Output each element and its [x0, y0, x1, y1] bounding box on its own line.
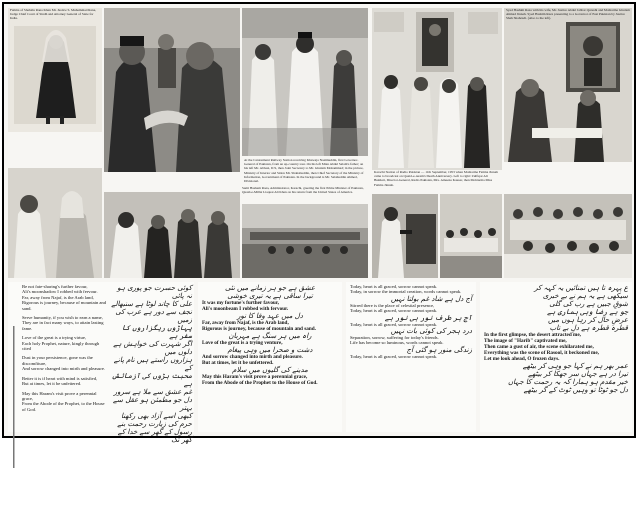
poem4-urdu-line: عرضِ حال کر رہا ہوں میں	[547, 316, 628, 324]
portrait-frame-image	[504, 8, 632, 162]
poem1-urdu-line: دل جو مطمئن ہو عقل سے بہتر	[113, 396, 192, 412]
poem1-urdu-line: ہزاروں راستے ہیں نام پانے کے	[113, 356, 192, 372]
poem3-line: Today, heart is all graced, sorrow cannot speak.	[350, 353, 438, 359]
caption-railway-reception: At the Cantonment Railway Station receiving Khawaja Nazimuddin, first Governor-General of Pakistan, from an up-country tour. On his left Mian Abdul Salam's father; on his left Mr. Abbasi, ICS, then Joint Secretary to Mr. Ghulam Mohammad; in the picture, Ministry of Interior and Sidon Mr. Shahabuddin, then Chief Secretary of the Ministry of Information, Government of Pakistan. In the background is Mr. Salahuddin Ahmed, Divisional.	[244, 158, 364, 184]
poem1-urdu-line: حرم کی زیارت رحمت بنے	[117, 420, 192, 428]
poem2-urdu-line: دل میں عہد وفا کا نور	[237, 312, 303, 320]
seated-audience-image	[440, 194, 502, 278]
poem1-urdu-line: علی کا چاند لوٹا ہے سنبھالے	[111, 300, 192, 308]
poem3-urdu-line: درد ہجر کی کوئی بات نہیں	[390, 327, 472, 336]
poem2-urdu-line: عشق ہے جو ہر زمانے میں نئی	[224, 284, 316, 292]
poem4-urdu-line: تیرا در ہے جہاں سر جھکا کر بیٹھے	[528, 370, 628, 378]
poem4-urdu-line: خیر مقدم ہو ہمارا کہ یہ رحمت کا جہاں	[507, 378, 628, 386]
seated-couple-image	[8, 168, 102, 278]
poem-block-1	[8, 282, 194, 444]
poem2-line: From the Abode of the Prophet to the House of God.	[202, 380, 318, 386]
poem3-line: Today, in sorrow the immortal creation, words cannot speak.	[350, 289, 462, 295]
poem1-urdu-line: نجف سے دور ہے عرب کی زمیں	[115, 308, 192, 324]
poem1-line: Love of the great is a trying virtue,	[22, 335, 87, 341]
handshake-event-image	[104, 192, 240, 278]
photo-handshake-event	[104, 192, 240, 278]
collage-frame	[2, 2, 636, 444]
poem-block-2	[198, 282, 342, 432]
poem4-urdu-line: ع پہرہ تا ہیں تمنائیں یہ کہہ کر	[534, 284, 628, 292]
poem2-line: Love of the great is a trying venture,	[202, 340, 283, 346]
poem4-line: Let me look ahead, O frozen days.	[484, 356, 560, 362]
poem4-urdu-line: شوقِ جبیں ہے رب کی گلی	[549, 300, 628, 308]
poem2-line: Ali's moonbeam I robbed with fervour.	[202, 306, 289, 312]
poem-block-4	[480, 282, 632, 432]
poem4-urdu-line: قطرہ قطرہ ہے دلِ بے تاب	[549, 324, 628, 332]
poem3-line: Life has become so luminous, words cannot speak.	[350, 340, 444, 346]
poem4-urdu-line: سیکھی ہے یہ ہم نے بے خبری	[542, 292, 628, 300]
poem2-line: It was my fortune's further favour,	[202, 300, 279, 306]
poem3-urdu-line: آج ہر طرف نور ہی نور ہے	[384, 313, 472, 322]
poem3-urdu-line: زندگی منور ہو گئی آج	[406, 345, 472, 354]
poem4-line: In the first glimpse, the desert attracted me,	[484, 332, 581, 338]
poem1-line: From the Abode of the Prophet, to the House of God.	[22, 401, 105, 412]
poem1-line: Far, away from Najaf, is the Arab land,	[22, 294, 94, 300]
poem1-urdu-line: کبھی اسے آزاد بھی رکھنا	[121, 412, 192, 420]
caption-east-pakistan: Syed Hashim Raza with his wife, Mr. Justice Abdul Jabbar Qureshi and Mohtarma Ghulam Ahmad Jinnah. Syed Hashim Raza presenting to a Governor of East Pakistan by Justice Shah Shahzadi. (Also to the left).	[506, 8, 630, 21]
poem1-urdu-line: رسول کے گھر سے خدا کے گھر تک	[117, 428, 192, 444]
caption-woman-portrait: Fatima of Shahida Rana Khan Mr. Justice S. Muhammad Rana, Judge Chief Court of Sindh and Attorney General of State for India.	[10, 8, 97, 21]
poem2-line: Far, away from Najaf, is the Arab land,	[202, 320, 289, 326]
photo-railway-reception	[242, 8, 368, 156]
photo-seated-audience	[440, 194, 502, 278]
poem3-line: Today, heart is all graced, sorrow cannot speak.	[350, 284, 438, 289]
poem1-urdu-line: غم عشق سے ملا ہے سرور	[113, 388, 192, 396]
poem1-line: Dust in your persistence, gone was the discomfiture,	[22, 355, 93, 366]
poem3-urdu-line: آج دل ہے شاد غم بولتا نہیں	[390, 294, 472, 303]
poem1-line: Serve humanity, if you wish to earn a name,	[22, 315, 103, 321]
poem3-line: Today, heart is all graced, sorrow cannot speak.	[350, 308, 438, 314]
poem3-line: Separation, sorrow, suffering for today's friends.	[350, 335, 439, 341]
photo-podium-speech	[372, 194, 438, 278]
poem4-line: Then came a gust of air, the scene exhilarated me,	[484, 344, 594, 350]
poem2-line: And sorrow changed into mirth and pleasure.	[202, 354, 303, 360]
poem1-line: Better it is if heart with mind is satisfied,	[22, 375, 98, 381]
poem1-line: And sorrow changed into mirth and pleasure.	[22, 366, 106, 372]
crowd-gathering-image	[504, 194, 632, 278]
poem1-line: Ali's moonshadow I robbed with fervour.	[22, 289, 98, 295]
poem4-line: Everything was the scene of Rasool, it beckoned me,	[484, 350, 599, 356]
radio-pakistan-group-image	[372, 8, 502, 170]
poem1-urdu-line: اگر شہرت کی خواہش ہے دلوں میں	[113, 340, 192, 356]
poem2-line: May this Haram's visit prove a perennial grace,	[202, 374, 308, 380]
poem3-line: Today, heart is all graced, sorrow cannot speak.	[350, 321, 438, 327]
poem4-urdu-line: جو ہے رضا وہی ہماری ہے	[547, 308, 628, 316]
poem-block-3	[346, 282, 476, 432]
photo-radio-pakistan-group	[372, 8, 502, 170]
poem2-line: But at times, let it be unfettered.	[202, 360, 274, 366]
poem1-urdu-line: پہاڑوں ریگزاروں کا سفر ہے	[121, 324, 192, 340]
poem2-urdu-line: مدینے کی گلیوں میں سلام	[232, 366, 308, 374]
poem1-line: Rigorous is journey, because of mountain and sand.	[22, 300, 107, 311]
photo-greeting-dignitaries	[104, 8, 240, 172]
poem1-line: But at times, let it be unfettered.	[22, 381, 82, 387]
poem2-urdu-line: راہ میں ہر سنگ ہے مہربان	[228, 332, 312, 340]
photo-portrait-frame	[504, 8, 632, 162]
caption-radio-pakistan: Karachi Station of Radio Pakistan — 11th September, 1953 when Mohtarma Fatima Jinnah came to broadcast on Quaid-e-Azam's Death Anniversary. Left to right: Zulfiqar Ali Bukhari, Director-General, Radio Pakistan, Mrs. Ameena Kausar, then Mohtarma Miss Fatima Jinnah.	[374, 170, 498, 187]
poem2-urdu-line: دشت و صحرا میں وہی پیغام	[227, 346, 313, 354]
photo-woman-portrait	[8, 8, 102, 132]
photo-crowd-gathering	[504, 194, 632, 278]
side-ornament	[10, 282, 18, 512]
poem1-urdu-line: کوئی حسرت جو پوری ہو نہ پائی	[117, 284, 192, 300]
poem2-urdu-line: تیرا ساقی ہے یہ تیری خوشی	[227, 292, 313, 300]
poem4-urdu-line: دل جو ٹوٹا تو وہیں ٹوٹ کے گر بیٹھے	[523, 386, 628, 394]
railway-reception-image	[242, 8, 368, 156]
podium-speech-image	[372, 194, 438, 278]
poem1-line: May this Haram's visit prove a perennial grace,	[22, 390, 97, 401]
assembly-hall-image	[242, 204, 368, 278]
poem1-line: They are in fact many ways, to attain lasting fame.	[22, 320, 104, 331]
photo-assembly-hall	[242, 204, 368, 278]
greeting-dignitaries-image	[104, 8, 240, 172]
poem1-urdu-line: محبت بڑوں کی آزمائش ہے	[111, 372, 192, 388]
poem3-line: Stirred there is the place of celestial presence,	[350, 302, 435, 308]
poem1-line: Be not fate-sharing's further favour,	[22, 284, 88, 289]
poem1-line: Each holy Prophet, nature, kingly through cited	[22, 340, 100, 352]
poem2-line: Rigorous is journey, because of mountain and sand.	[202, 326, 316, 332]
photo-seated-couple	[8, 168, 102, 278]
woman-portrait-image	[8, 8, 102, 132]
poem4-urdu-line: عمر بھر ہم نے کہا جو وہی کر بیٹھے	[522, 362, 628, 370]
poem4-line: The image of "Harib" captivated me,	[484, 338, 567, 344]
caption-liaquat-ali-khan: Sami Hashem Raza, Administrator, Karachi, greeting the first Prime Minister of Pakistan, Quaid-e-Millat Liaquat Ali Khan on his return from the United States of America.	[242, 186, 364, 195]
